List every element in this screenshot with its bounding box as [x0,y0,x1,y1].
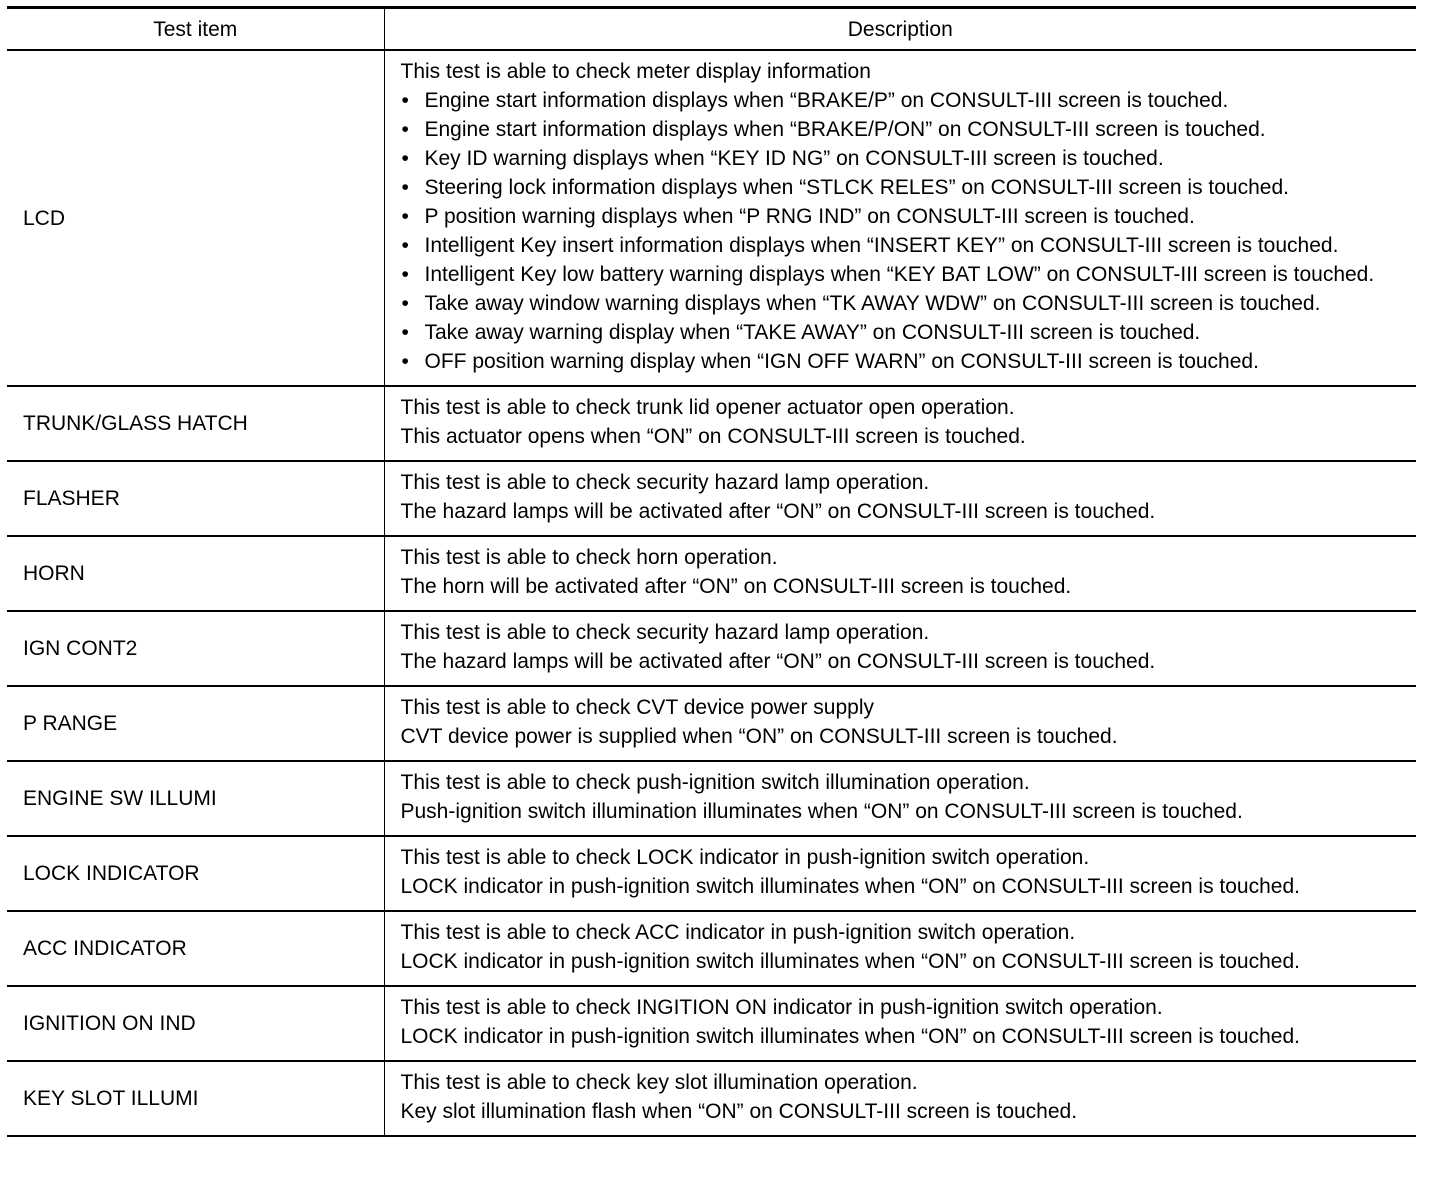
test-item-cell: KEY SLOT ILLUMI [7,1061,384,1136]
table-row [7,50,1416,386]
description-line: The hazard lamps will be activated after “ON” on CONSULT-III screen is touched. [400,500,1156,523]
test-item-cell: LOCK INDICATOR [7,836,384,911]
test-item-table [7,6,1416,1137]
bullet-item: • Intelligent Key insert information displays when “INSERT KEY” on CONSULT-III screen is touched. [401,231,1413,260]
description-line: This test is able to check push-ignition switch illumination operation. [400,771,1030,794]
description-line: LOCK indicator in push-ignition switch illuminates when “ON” on CONSULT-III screen is touched. [400,875,1300,898]
description-line: This test is able to check trunk lid opener actuator open operation. [400,396,1015,419]
description-cell [384,761,1416,836]
bullet-item: • Engine start information displays when “BRAKE/P/ON” on CONSULT-III screen is touched. [401,115,1413,144]
test-item-cell: FLASHER [7,461,384,536]
table-row [7,911,1416,986]
test-item-cell: TRUNK/GLASS HATCH [7,386,384,461]
header-row [7,8,1416,51]
description-line: This test is able to check horn operation. [400,546,778,569]
test-item-cell: IGN CONT2 [7,611,384,686]
description-line: Push-ignition switch illumination illuminates when “ON” on CONSULT-III screen is touched. [400,800,1243,823]
document-page [7,6,1416,1137]
description-line: LOCK indicator in push-ignition switch illuminates when “ON” on CONSULT-III screen is touched. [400,1025,1300,1048]
description-line: This test is able to check key slot illumination operation. [400,1071,918,1094]
test-item-cell: LCD [7,50,384,386]
bullet-item: • Take away window warning displays when “TK AWAY WDW” on CONSULT-III screen is touched. [401,289,1413,318]
table-row [7,536,1416,611]
bullet-item: • Steering lock information displays when “STLCK RELES” on CONSULT-III screen is touched. [401,173,1413,202]
description-line: LOCK indicator in push-ignition switch illuminates when “ON” on CONSULT-III screen is touched. [400,950,1300,973]
test-item-cell: P RANGE [7,686,384,761]
description-cell [384,536,1416,611]
description-line: The horn will be activated after “ON” on CONSULT-III screen is touched. [400,575,1072,598]
table-row [7,1061,1416,1136]
table-row [7,836,1416,911]
bullet-item: • P position warning displays when “P RNG IND” on CONSULT-III screen is touched. [401,202,1413,231]
description-line: This test is able to check security hazard lamp operation. [400,471,930,494]
bullet-item: • Engine start information displays when “BRAKE/P” on CONSULT-III screen is touched. [401,86,1413,115]
description-line: The hazard lamps will be activated after “ON” on CONSULT-III screen is touched. [400,650,1156,673]
description-line: Key slot illumination flash when “ON” on CONSULT-III screen is touched. [400,1100,1078,1123]
description-line: This test is able to check LOCK indicator in push-ignition switch operation. [400,846,1090,869]
table-row [7,461,1416,536]
description-line: This test is able to check CVT device power supply [400,696,874,719]
bullet-item: • Intelligent Key low battery warning displays when “KEY BAT LOW” on CONSULT-III screen is touched. [401,260,1413,289]
table-row [7,986,1416,1061]
bullet-item: • OFF position warning display when “IGN OFF WARN” on CONSULT-III screen is touched. [401,347,1413,376]
table-body [7,50,1416,1136]
description-line: This actuator opens when “ON” on CONSULT-III screen is touched. [400,425,1026,448]
description-cell [384,686,1416,761]
test-item-cell: HORN [7,536,384,611]
description-cell [384,911,1416,986]
table-header [7,8,1416,51]
description-cell [384,836,1416,911]
description-cell [384,986,1416,1061]
description-intro: This test is able to check meter display information [400,60,871,83]
description-cell [384,50,1416,386]
test-item-cell: ENGINE SW ILLUMI [7,761,384,836]
bullet-item: • Key ID warning displays when “KEY ID NG” on CONSULT-III screen is touched. [401,144,1413,173]
description-cell [384,611,1416,686]
description-line: This test is able to check security hazard lamp operation. [400,621,930,644]
table-row [7,386,1416,461]
table-row [7,761,1416,836]
description-cell [384,386,1416,461]
table-row [7,611,1416,686]
description-line: This test is able to check INGITION ON indicator in push-ignition switch operation. [400,996,1163,1019]
header-test-item: Test item [7,8,384,51]
header-description: Description [384,8,1416,51]
description-bullet-list [401,86,1413,376]
description-cell [384,461,1416,536]
bullet-item: • Take away warning display when “TAKE AWAY” on CONSULT-III screen is touched. [401,318,1413,347]
table-row [7,686,1416,761]
description-cell [384,1061,1416,1136]
description-line: CVT device power is supplied when “ON” on CONSULT-III screen is touched. [400,725,1118,748]
test-item-cell: IGNITION ON IND [7,986,384,1061]
description-line: This test is able to check ACC indicator in push-ignition switch operation. [400,921,1076,944]
test-item-cell: ACC INDICATOR [7,911,384,986]
